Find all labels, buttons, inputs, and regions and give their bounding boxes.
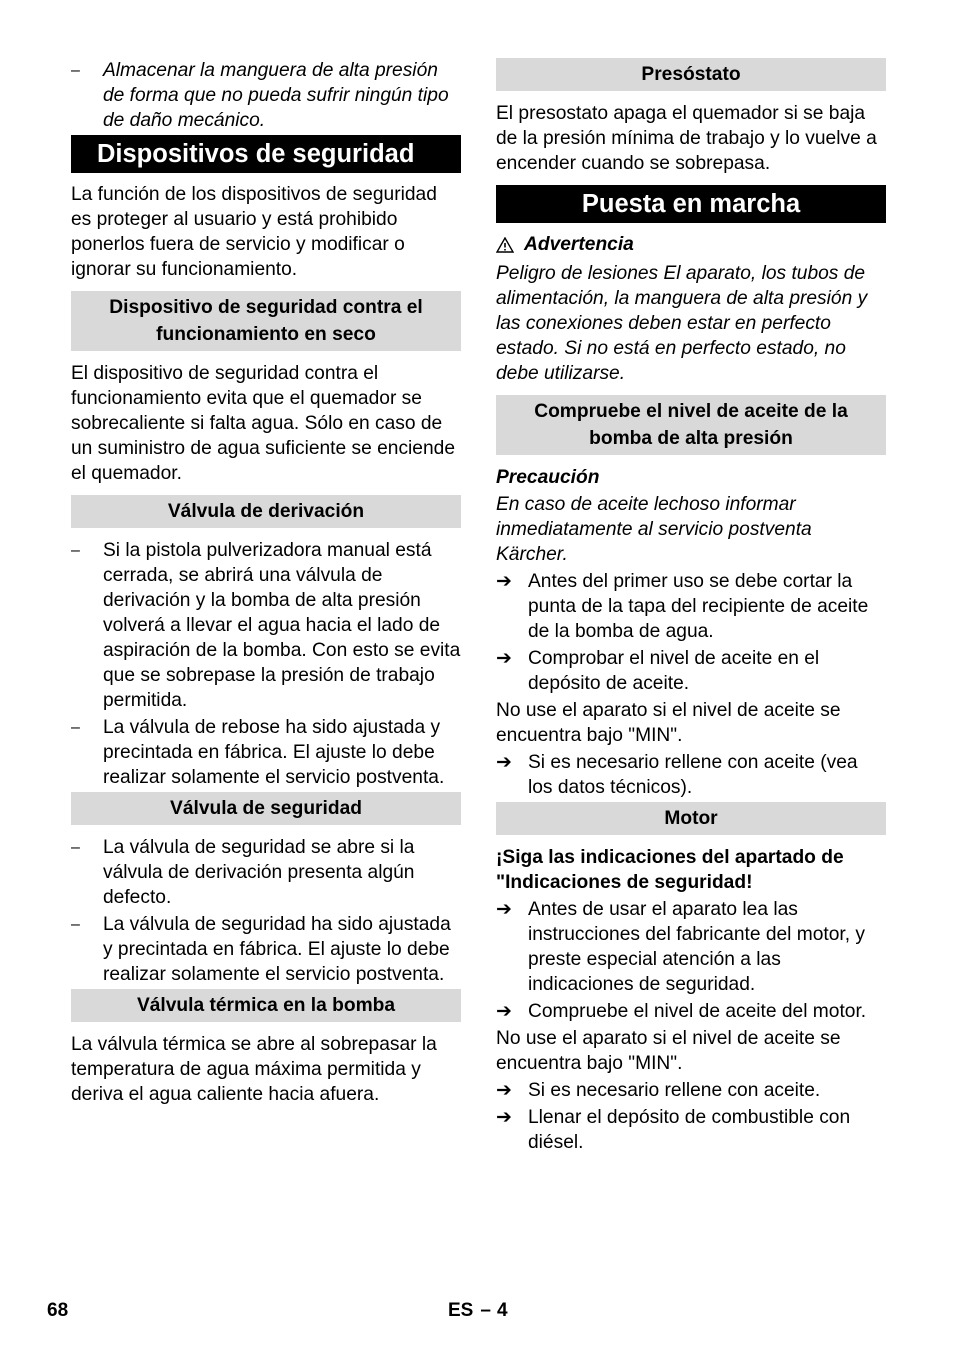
dash-bullet: – bbox=[71, 839, 80, 856]
arrow-right-icon: ➔ bbox=[496, 1001, 513, 1022]
warning-label: Advertencia bbox=[524, 234, 634, 255]
warning-heading bbox=[496, 232, 886, 257]
list-item-text: Si la pistola pulverizadora manual está cerrada, se abrirá una válvula de derivación y la bomba de alta presión volverá a llevar el agua hacia el lado de aspiración de la bomba. Con esto se evita que se sobrepase la presión de trabajo permitida. bbox=[103, 540, 461, 711]
list-item-text: Compruebe el nivel de aceite del motor. bbox=[528, 1001, 867, 1022]
language-code: ES bbox=[448, 1300, 474, 1321]
paragraph: No use el aparato si el nivel de aceite se encuentra bajo "MIN". bbox=[496, 700, 841, 746]
dash-bullet: – bbox=[71, 719, 80, 736]
arrow-right-icon: ➔ bbox=[496, 752, 513, 773]
list-item bbox=[496, 897, 886, 997]
section-label bbox=[448, 1298, 508, 1323]
arrow-right-icon: ➔ bbox=[496, 1080, 513, 1101]
list-item bbox=[71, 835, 461, 910]
caution-text: En caso de aceite lechoso informar inmediatamente al servicio postventa Kärcher. bbox=[496, 494, 812, 565]
section-title-startup: Puesta en marcha bbox=[496, 185, 886, 223]
arrow-right-icon: ➔ bbox=[496, 899, 513, 920]
arrow-right-icon: ➔ bbox=[496, 648, 513, 669]
arrow-right-icon: ➔ bbox=[496, 571, 513, 592]
list-item-text: Almacenar la manguera de alta presión de forma que no pueda sufrir ningún tipo de daño mecánico. bbox=[103, 60, 449, 131]
list-item bbox=[496, 569, 886, 644]
paragraph: La función de los dispositivos de seguridad es proteger al usuario y está prohibido ponerlos fuera de servicio y modificar o ignorar su funcionamiento. bbox=[71, 184, 437, 280]
list-item bbox=[496, 999, 886, 1024]
list-item bbox=[496, 1078, 886, 1103]
list-item bbox=[496, 750, 886, 800]
paragraph: El dispositivo de seguridad contra el funcionamiento evita que el quemador se sobrecaliente si falta agua. Sólo en caso de un suministro de agua suficiente se enciende el quemador. bbox=[71, 363, 455, 484]
warning-triangle-icon bbox=[496, 237, 514, 253]
list-item-text: La válvula de seguridad ha sido ajustada y precintada en fábrica. El ajuste lo debe realizar solamente el servicio postventa. bbox=[103, 914, 451, 985]
caution-label: Precaución bbox=[496, 467, 600, 488]
paragraph: No use el aparato si el nivel de aceite se encuentra bajo "MIN". bbox=[496, 1028, 841, 1074]
subsection-title-motor: Motor bbox=[496, 802, 886, 835]
list-item-text: La válvula de seguridad se abre si la válvula de derivación presenta algún defecto. bbox=[103, 837, 415, 908]
list-item-text: Si es necesario rellene con aceite (vea los datos técnicos). bbox=[528, 752, 858, 798]
list-item bbox=[71, 912, 461, 987]
warning-text: Peligro de lesiones El aparato, los tubos de alimentación, la manguera de alta presión y las conexiones deben estar en perfecto estado. Si no está en perfecto estado, no debe utilizarse. bbox=[496, 263, 868, 384]
list-item bbox=[71, 715, 461, 790]
dash-bullet: – bbox=[71, 542, 80, 559]
list-item-text: Llenar el depósito de combustible con diésel. bbox=[528, 1107, 851, 1153]
arrow-right-icon: ➔ bbox=[496, 1107, 513, 1128]
left-column bbox=[71, 58, 461, 1116]
section-number: 4 bbox=[496, 1300, 508, 1321]
list-item-text: Comprobar el nivel de aceite en el depósito de aceite. bbox=[528, 648, 820, 694]
paragraph: La válvula térmica se abre al sobrepasar la temperatura de agua máxima permitida y deriva el agua caliente hacia afuera. bbox=[71, 1034, 437, 1105]
dash-bullet: – bbox=[71, 916, 80, 933]
subsection-title-bypass-valve: Válvula de derivación bbox=[71, 495, 461, 528]
subsection-title-pressure-switch: Presóstato bbox=[496, 58, 886, 91]
list-item bbox=[71, 538, 461, 713]
subsection-title-oil-level: Compruebe el nivel de aceite de la bomba de alta presión bbox=[496, 395, 886, 455]
list-item bbox=[71, 58, 461, 133]
motor-instruction: ¡Siga las indicaciones del apartado de "Indicaciones de seguridad! bbox=[496, 847, 844, 893]
list-item-text: Si es necesario rellene con aceite. bbox=[528, 1080, 821, 1101]
dash-bullet: – bbox=[71, 62, 80, 79]
page-number: 68 bbox=[47, 1300, 69, 1321]
right-column bbox=[496, 58, 886, 1157]
footer-dash: – bbox=[480, 1300, 491, 1321]
subsection-title-safety-valve: Válvula de seguridad bbox=[71, 792, 461, 825]
list-item-text: Antes de usar el aparato lea las instrucciones del fabricante del motor, y preste especial atención a las indicaciones de seguridad. bbox=[528, 899, 866, 995]
list-item bbox=[496, 646, 886, 696]
list-item-text: Antes del primer uso se debe cortar la punta de la tapa del recipiente de aceite de la bomba de agua. bbox=[528, 571, 869, 642]
paragraph: El presostato apaga el quemador si se baja de la presión mínima de trabajo y lo vuelve a encender cuando se sobrepasa. bbox=[496, 103, 877, 174]
subsection-title-thermal-valve: Válvula térmica en la bomba bbox=[71, 989, 461, 1022]
list-item bbox=[496, 1105, 886, 1155]
section-title-safety-devices: Dispositivos de seguridad bbox=[71, 135, 461, 173]
subsection-title-dry-run: Dispositivo de seguridad contra el funcionamiento en seco bbox=[71, 291, 461, 351]
list-item-text: La válvula de rebose ha sido ajustada y precintada en fábrica. El ajuste lo debe realizar solamente el servicio postventa. bbox=[103, 717, 445, 788]
